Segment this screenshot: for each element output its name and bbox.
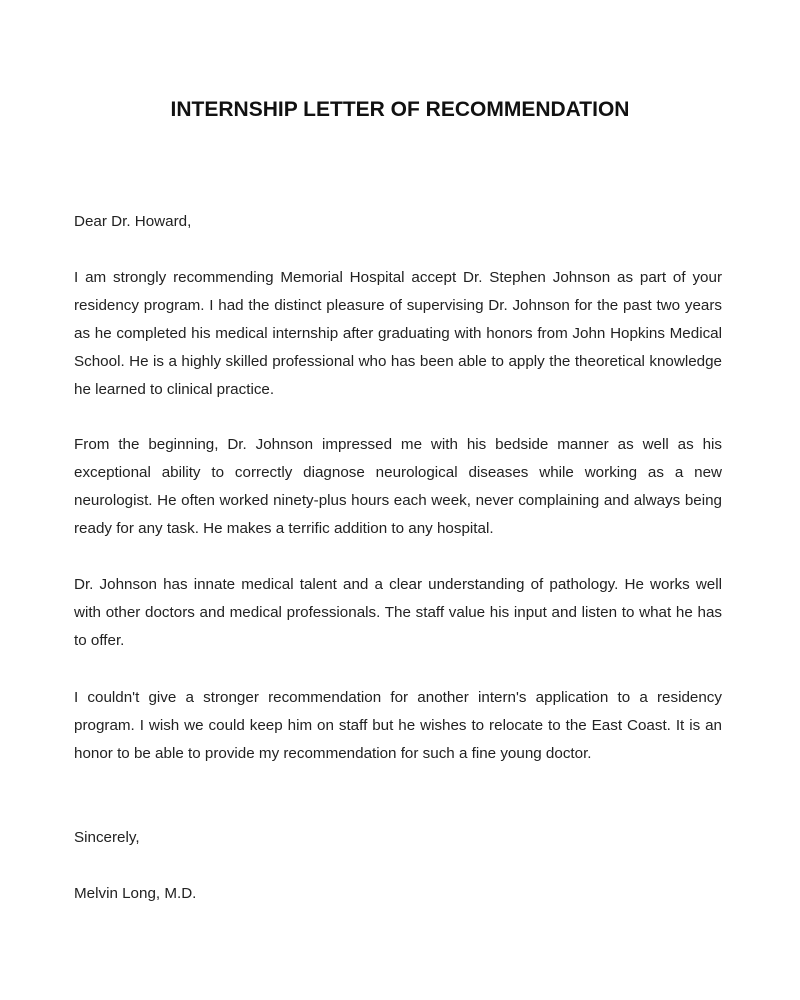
paragraph-2: From the beginning, Dr. Johnson impressed me with his bedside manner as well as his exceptional ability to correctly diagnose neurological diseases while working as a new neurologist. He often worked ninety-plus hours each week, never complaining and always being ready for any task. He makes a terrific addition to any hospital. xyxy=(74,436,722,537)
closing: Sincerely, xyxy=(74,829,140,846)
letter-title: INTERNSHIP LETTER OF RECOMMENDATION xyxy=(170,98,630,121)
salutation: Dear Dr. Howard, xyxy=(74,213,192,230)
signature-name: Melvin Long, M.D. xyxy=(74,885,197,902)
paragraph-3: Dr. Johnson has innate medical talent and a clear understanding of pathology. He works well with other doctors and medical professionals. The staff value his input and listen to what he has to offer. xyxy=(74,576,722,649)
paragraph-4: I couldn't give a stronger recommendation for another intern's application to a residency program. I wish we could keep him on staff but he wishes to relocate to the East Coast. It is an honor to be able to provide my recommendation for such a fine young doctor. xyxy=(74,689,722,762)
paragraph-1: I am strongly recommending Memorial Hospital accept Dr. Stephen Johnson as part of your residency program. I had the distinct pleasure of supervising Dr. Johnson for the past two years as he completed his medical internship after graduating with honors from John Hopkins Medical School. He is a highly skilled professional who has been able to apply the theoretical knowledge he learned to clinical practice. xyxy=(74,269,722,398)
